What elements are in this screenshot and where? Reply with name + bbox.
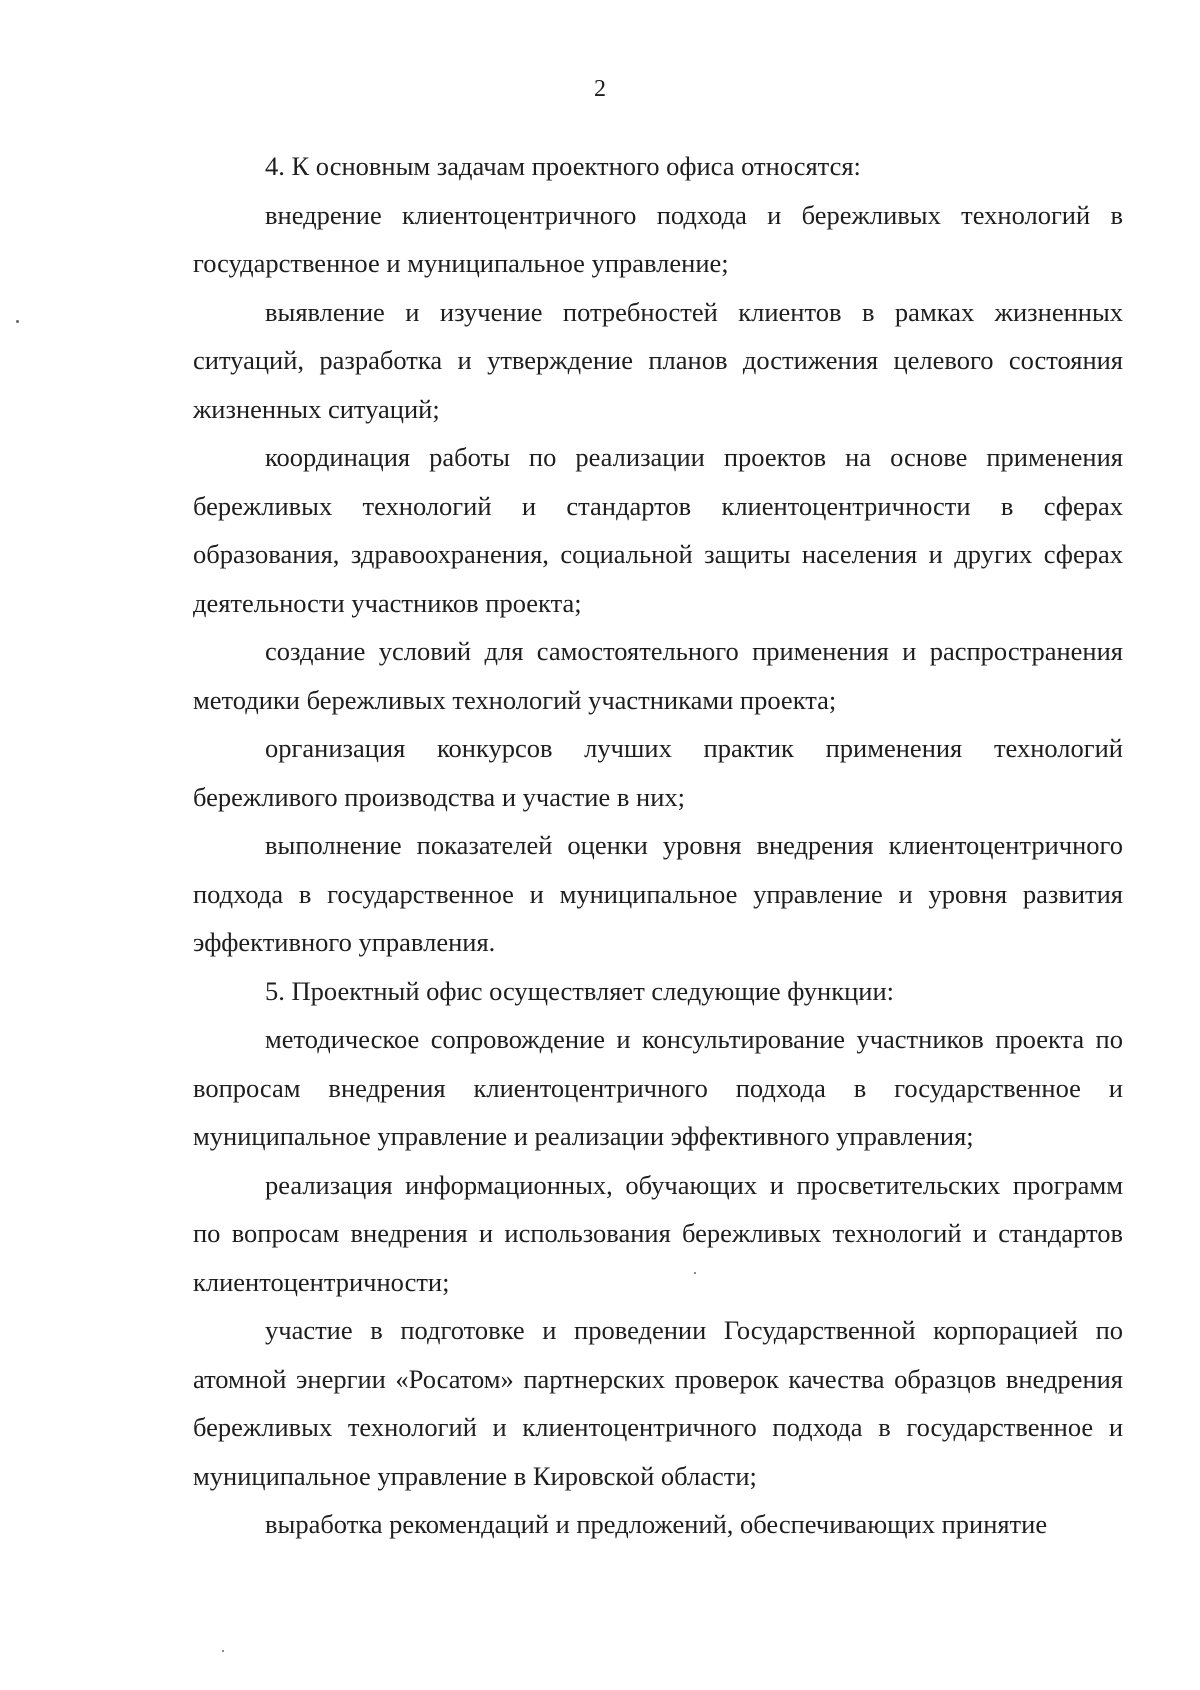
paragraph-task-4: создание условий для самостоятельного применения и распространения методики бережливых технологий участниками проекта; (193, 636, 1123, 715)
scan-speck (222, 1650, 224, 1652)
paragraph-task-3: координация работы по реализации проектов на основе применения бережливых технологий и стандартов клиентоцентричности в сферах образования, здравоохранения, социальной защиты населения и других сферах деятельности участников проекта; (193, 442, 1123, 618)
paragraph-task-1: внедрение клиентоцентричного подхода и бережливых технологий в государственное и муниципальное управление; (193, 199, 1123, 278)
paragraph-functions-heading: 5. Проектный офис осуществляет следующие функции: (265, 975, 895, 1006)
paragraph-function-2: реализация информационных, обучающих и просветительских программ по вопросам внедрения и использования бережливых технологий и стандартов клиентоцентричности; (193, 1169, 1123, 1297)
scan-speck (694, 1272, 696, 1274)
paragraph-task-2: выявление и изучение потребностей клиентов в рамках жизненных ситуаций, разработка и утверждение планов достижения целевого состояния жизненных ситуаций; (193, 296, 1123, 424)
paragraph-function-4: выработка рекомендаций и предложений, обеспечивающих принятие (265, 1509, 1048, 1539)
page-number: 2 (594, 76, 606, 102)
paragraph-task-6: выполнение показателей оценки уровня внедрения клиентоцентричного подхода в государственное и муниципальное управление и уровня развития эффективного управления. (193, 830, 1123, 957)
paragraph-function-3: участие в подготовке и проведении Государственной корпорацией по атомной энергии «Росатом» партнерских проверок качества образцов внедрения бережливых технологий и клиентоцентричного подхода в государственное и муниципальное управление в Кировской области; (193, 1315, 1123, 1491)
paragraph-tasks-heading: 4. К основным задачам проектного офиса относятся: (265, 151, 861, 181)
paragraph-task-5: организация конкурсов лучших практик применения технологий бережливого производства и участие в них; (193, 733, 1123, 812)
scan-speck (16, 320, 19, 323)
paragraph-function-1: методическое сопровождение и консультирование участников проекта по вопросам внедрения клиентоцентричного подхода в государственное и муниципальное управление и реализации эффективного управления; (193, 1024, 1123, 1151)
document-body (193, 142, 1123, 1549)
